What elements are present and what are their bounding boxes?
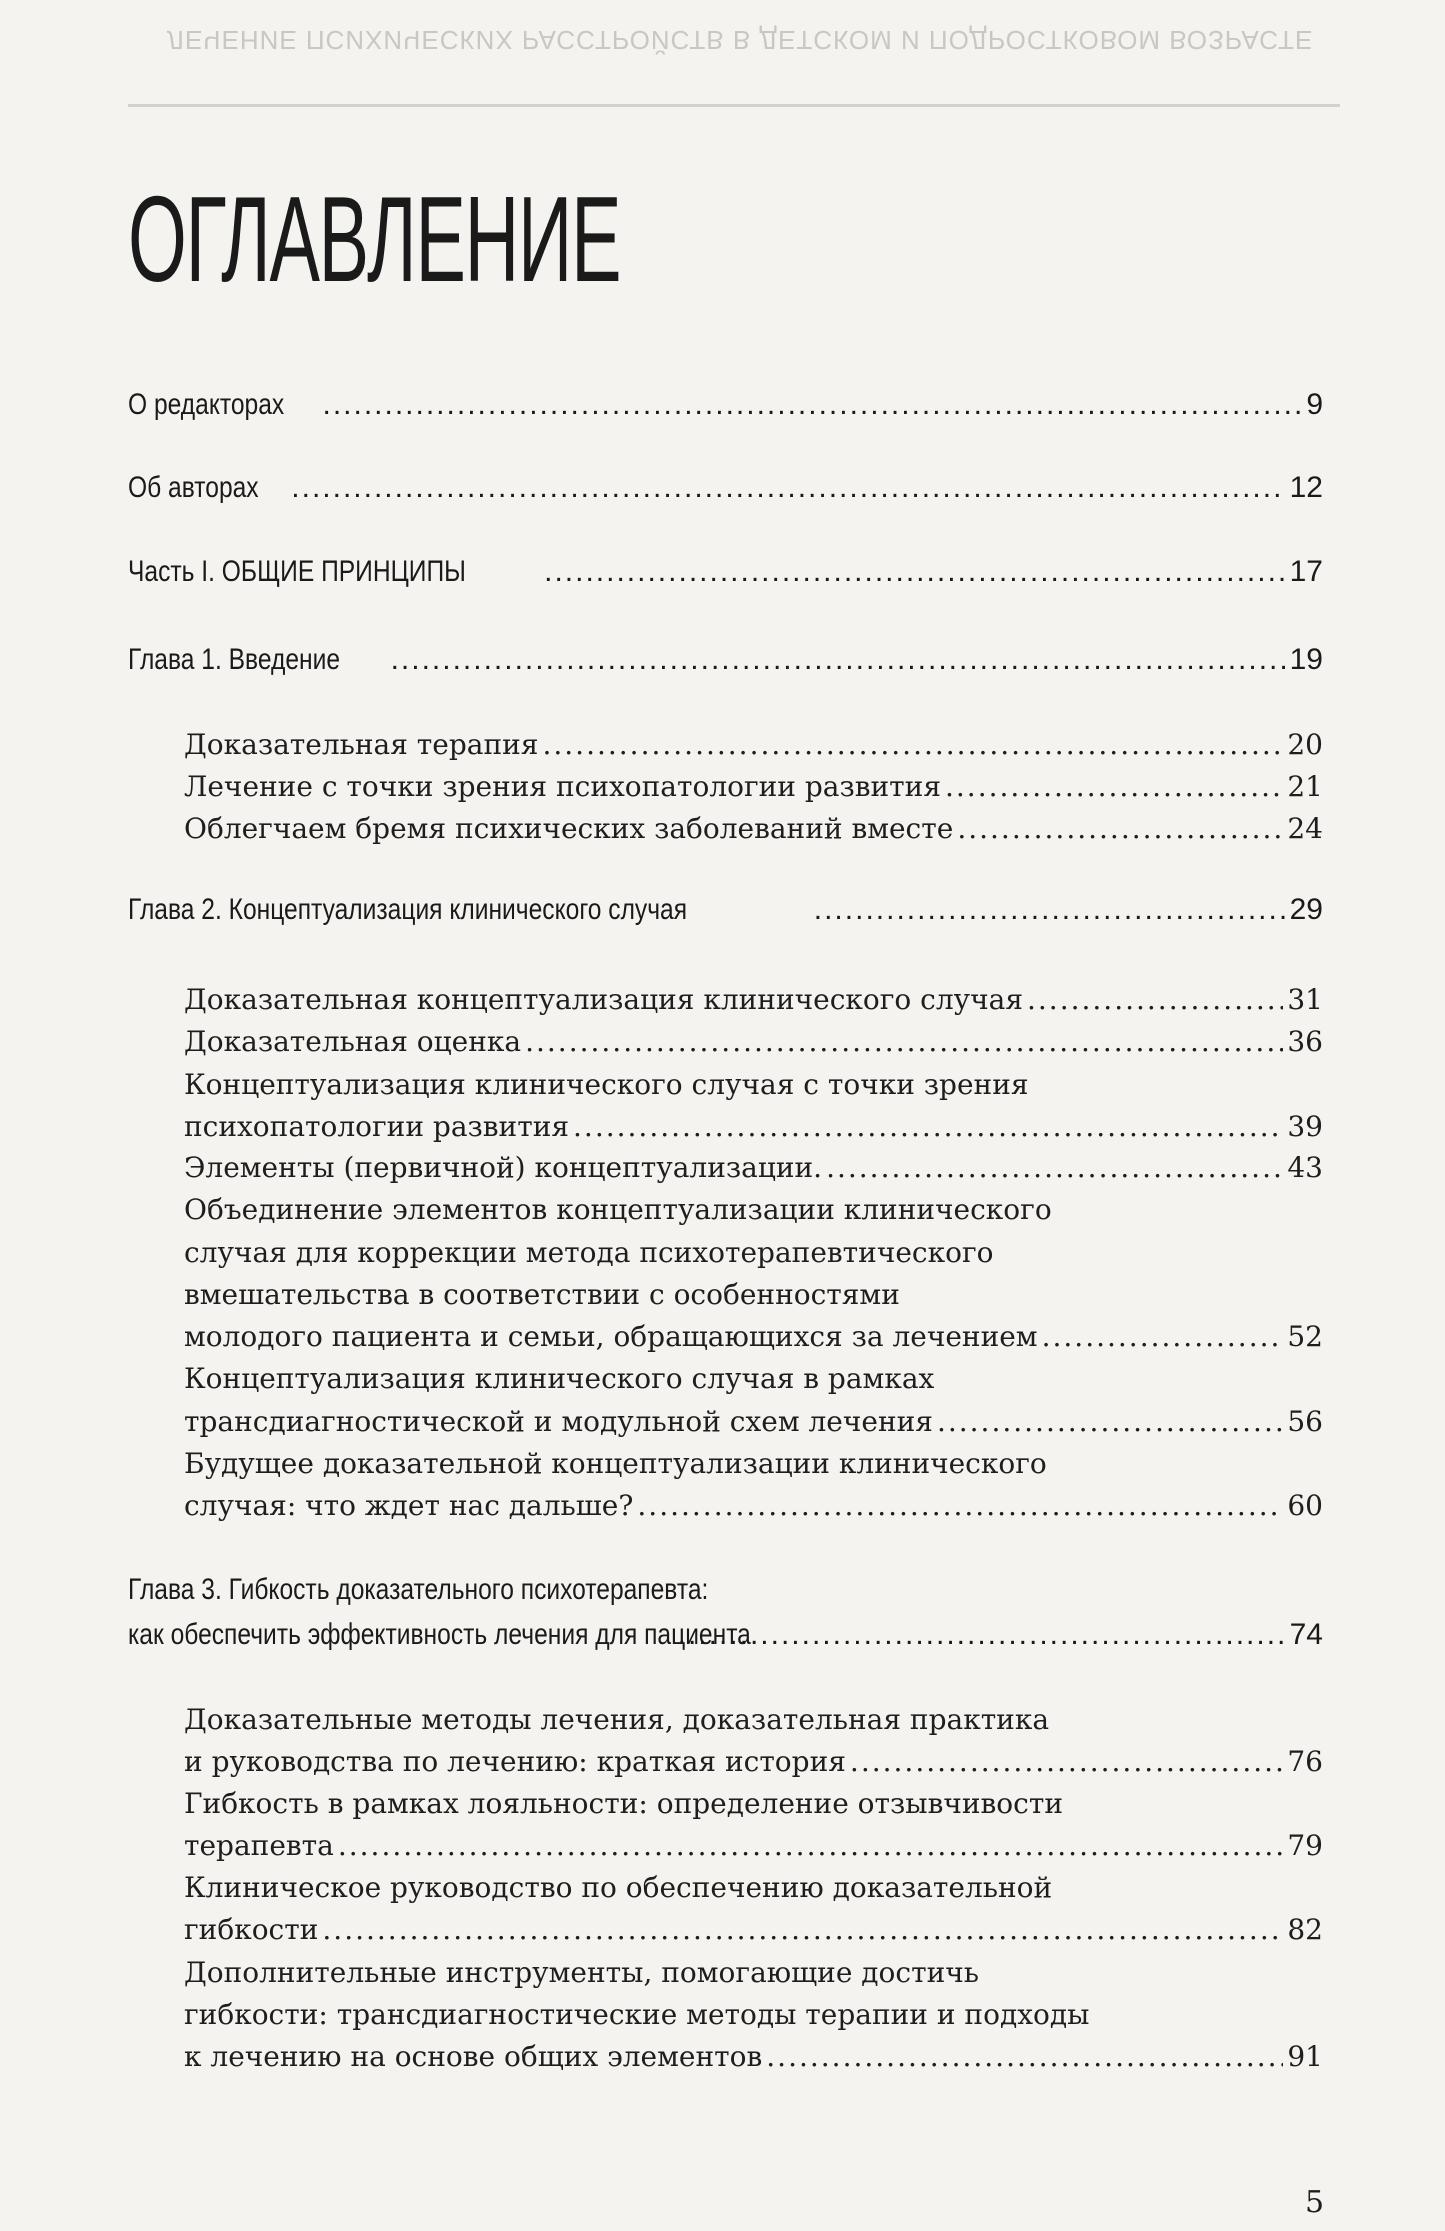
running-header: ЛЕЧЕНИЕ ПСИХИЧЕСКИХ РАССТРОЙСТВ В ДЕТСКОМ И ПОДРОСТКОВОМ ВОЗРАСТЕ [166,25,1314,55]
toc-entry-label: гибкости [184,1913,319,1946]
toc-entry-label: молодого пациента и семьи, обращающихся за лечением [184,1320,1038,1353]
leader-dots [525,1025,1283,1058]
toc-entry-authors[interactable] [128,471,1323,505]
toc-entry-label: Лечение с точки зрения психопатологии развития [184,770,941,803]
toc-page-number: 56 [1287,1405,1323,1438]
toc-page-number: 12 [1289,471,1323,504]
toc-entry-developmental-view[interactable] [184,1110,1323,1143]
toc-entry-chapter-1[interactable] [128,643,1323,677]
toc-entry-chapter-3[interactable] [128,1618,1323,1652]
leader-dots [291,471,1285,505]
toc-entry-label: Глава 1. Введение [128,643,341,676]
toc-entry-label: Доказательная концептуализация клинического случая [184,983,1023,1016]
toc-entry-line[interactable]: случая для коррекции метода психотерапевтического [184,1236,994,1269]
toc-entry-label: к лечению на основе общих элементов [184,2040,763,2073]
toc-entry-label: трансдиагностической и модульной схем лечения [184,1405,933,1438]
toc-page-number: 21 [1287,770,1323,803]
toc-entry-line[interactable]: Гибкость в рамках лояльности: определение отзывчивости [184,1787,1063,1820]
toc-entry-line[interactable]: Концептуализация клинического случая с точки зрения [184,1068,1029,1101]
toc-entry-label: случая: что ждет нас дальше? [184,1489,634,1522]
toc-entry-label: Часть I. ОБЩИЕ ПРИНЦИПЫ [128,555,466,588]
toc-entry-transdiagnostic[interactable] [184,1405,1323,1438]
leader-dots [637,1489,1283,1522]
toc-entry-history[interactable] [184,1745,1323,1778]
toc-entry-line[interactable]: Будущее доказательной концептуализации клинического [184,1447,1047,1480]
toc-page-number: 36 [1287,1025,1323,1058]
leader-dots [322,1913,1283,1946]
toc-page-number: 39 [1287,1110,1323,1143]
leader-dots [1027,983,1283,1016]
leader-dots [957,812,1283,845]
toc-entry-line[interactable]: Концептуализация клинического случая в рамках [184,1362,935,1395]
toc-entry-label: и руководства по лечению: краткая история [184,1745,846,1778]
leader-dots [850,1745,1283,1778]
toc-entry-label: как обеспечить эффективность лечения для пациента [128,1618,751,1651]
toc-page-number: 74 [1289,1618,1323,1651]
leader-dots [391,643,1286,677]
toc-entry-label: Облегчаем бремя психических заболеваний вместе [184,812,954,845]
toc-entry-editors[interactable] [128,388,1323,422]
leader-dots [766,2040,1283,2073]
toc-entry-clinical-guide[interactable] [184,1913,1323,1946]
leader-dots [544,555,1286,589]
toc-page-number: 19 [1289,643,1323,676]
toc-entry-line[interactable]: Дополнительные инструменты, помогающие достичь [184,1956,979,1989]
toc-page-number: 9 [1306,388,1323,421]
toc-entry-label: О редакторах [128,388,285,421]
toc-entry-part-1[interactable] [128,555,1323,589]
toc-entry-evidence-assessment[interactable] [184,1025,1323,1058]
toc-entry-burden[interactable] [184,812,1323,845]
toc-entry-line[interactable]: Объединение элементов концептуализации клинического [184,1193,1052,1226]
toc-entry-evidence-therapy[interactable] [184,728,1323,761]
leader-dots [323,388,1303,422]
toc-entry-label: Об авторах [128,471,259,504]
toc-entry-therapist-responsiveness[interactable] [184,1829,1323,1862]
toc-entry-line[interactable]: Клиническое руководство по обеспечению доказательной [184,1871,1053,1904]
toc-entry-developmental-psychopathology[interactable] [184,770,1323,803]
leader-dots [338,1829,1284,1862]
toc-page-number: 82 [1287,1913,1323,1946]
header-rule [128,104,1340,107]
toc-entry-chapter-2[interactable] [128,893,1323,927]
toc-page-number: 24 [1287,812,1323,845]
leader-dots [542,728,1283,761]
toc-page-number: 43 [1287,1151,1323,1184]
toc-page-number: 60 [1287,1489,1323,1522]
toc-entry-line[interactable]: Глава 3. Гибкость доказательного психотерапевта: [128,1573,709,1606]
toc-entry-label: Глава 2. Концептуализация клинического случая [128,893,688,926]
toc-entry-line[interactable]: гибкости: трансдиагностические методы терапии и подходы [184,1998,1090,2031]
toc-entry-label: Доказательная терапия [184,728,539,761]
toc-page-number: 31 [1287,983,1323,1016]
toc-entry-combining-elements[interactable] [184,1320,1323,1353]
toc-entry-line[interactable]: вмешательства в соответствии с особенностями [184,1278,900,1311]
page-number: 5 [1305,2185,1325,2220]
toc-entry-label: Элементы (первичной) концептуализации. [184,1151,823,1184]
page-title: ОГЛАВЛЕНИЕ [128,171,621,307]
toc-entry-label: терапевта [184,1829,334,1862]
leader-dots [814,893,1286,927]
toc-entry-line[interactable]: Доказательные методы лечения, доказательная практика [184,1703,1050,1736]
toc-page-number: 17 [1289,555,1323,588]
toc-entry-future[interactable] [184,1489,1323,1522]
leader-dots [1042,1320,1284,1353]
leader-dots [945,770,1283,803]
toc-entry-elements[interactable] [184,1151,1323,1184]
leader-dots [678,1618,1286,1652]
toc-page-number: 79 [1287,1829,1323,1862]
toc-entry-label: психопатологии развития [184,1110,570,1143]
toc-entry-additional-tools[interactable] [184,2040,1323,2073]
toc-page-number: 91 [1287,2040,1323,2073]
toc-page-number: 76 [1287,1745,1323,1778]
toc-page-number: 29 [1289,893,1323,926]
toc-entry-case-conceptualization[interactable] [184,983,1323,1016]
leader-dots [937,1405,1283,1438]
toc-entry-label: Доказательная оценка [184,1025,522,1058]
toc-page-number: 20 [1287,728,1323,761]
leader-dots [826,1151,1283,1184]
leader-dots [573,1110,1283,1143]
toc-page-number: 52 [1287,1320,1323,1353]
